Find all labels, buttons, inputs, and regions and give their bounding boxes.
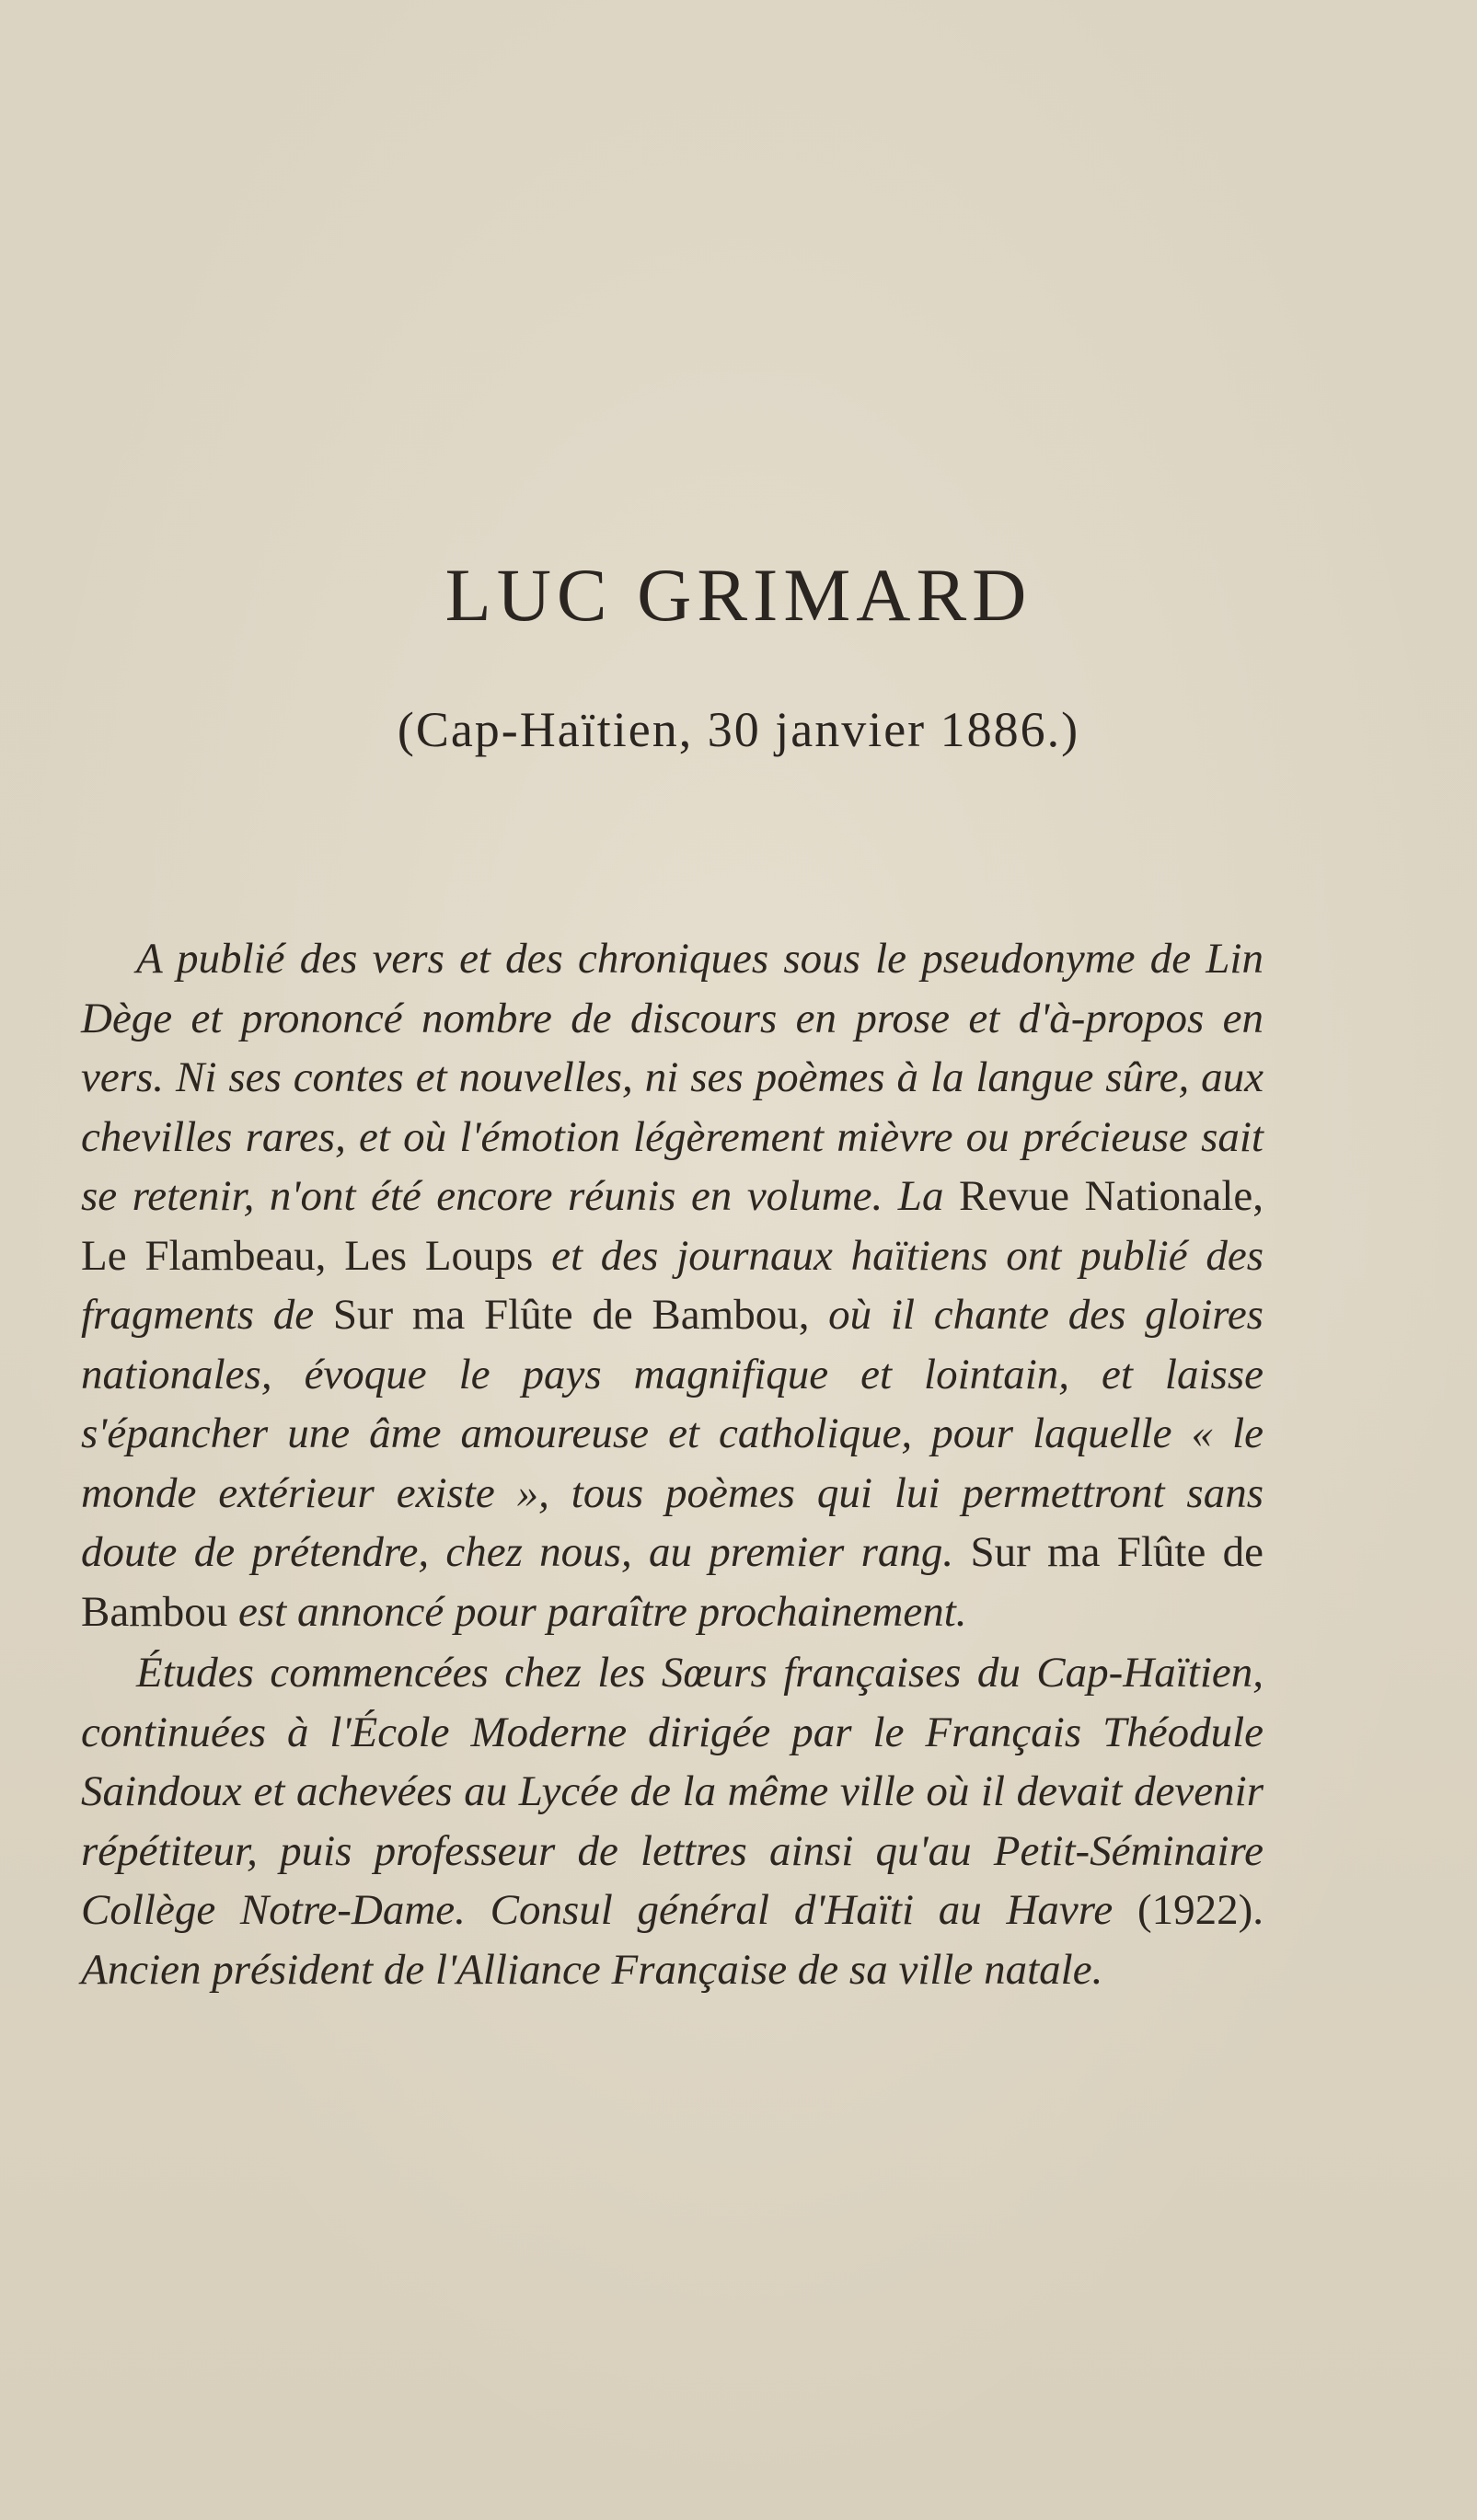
text-segment: et des journaux haïtiens ont publié des fragments de <box>81 1231 1264 1339</box>
book-title: Sur ma Flûte de Bambou, <box>332 1291 810 1339</box>
text-segment: Études commencées chez les Sœurs françaises du Cap-Haïtien, continuées à l'École Moderne dirigée par le Français Théodule Saindoux et achevées au Lycée de la même ville où il devait devenir répétiteur, puis professeur de lettres ainsi qu'au Petit-Séminaire Collège Notre-Dame. Consul général d'Haïti au Havre <box>81 1649 1264 1934</box>
text-segment: est annoncé pour paraître prochainement. <box>227 1587 967 1636</box>
book-title: Sur ma Flûte de Bambou <box>81 1528 1264 1636</box>
biography-text <box>81 929 1264 1999</box>
paragraph-publications <box>81 929 1264 1641</box>
page-title: LUC GRIMARD <box>444 553 1033 637</box>
text-segment: où il chante des gloires nationales, évoque le pays magnifique et lointain, et laisse s'épancher une âme amoureuse et catholique, pour laquelle « le monde extérieur existe », tous poèmes qui lui permettront sans doute de prétendre, chez nous, au premier rang. <box>81 1291 1264 1576</box>
paragraph-career <box>81 1643 1264 1999</box>
periodical-titles: Revue Nationale, Le Flambeau, Les Loups <box>81 1172 1264 1280</box>
birth-info: (Cap-Haïtien, 30 janvier 1886.) <box>397 702 1080 757</box>
year: (1922). <box>1137 1886 1264 1934</box>
text-segment: A publié des vers et des chroniques sous le pseudonyme de Lin Dège et prononcé nombre de discours en prose et d'à-propos en vers. Ni ses contes et nouvelles, ni ses poèmes à la langue sûre, aux chevilles rares, et où l'émotion légèrement mièvre ou précieuse sait se retenir, n'ont été encore réunis en volume. La <box>81 935 1264 1220</box>
text-segment: Ancien président de l'Alliance Française de sa ville natale. <box>81 1945 1103 1994</box>
